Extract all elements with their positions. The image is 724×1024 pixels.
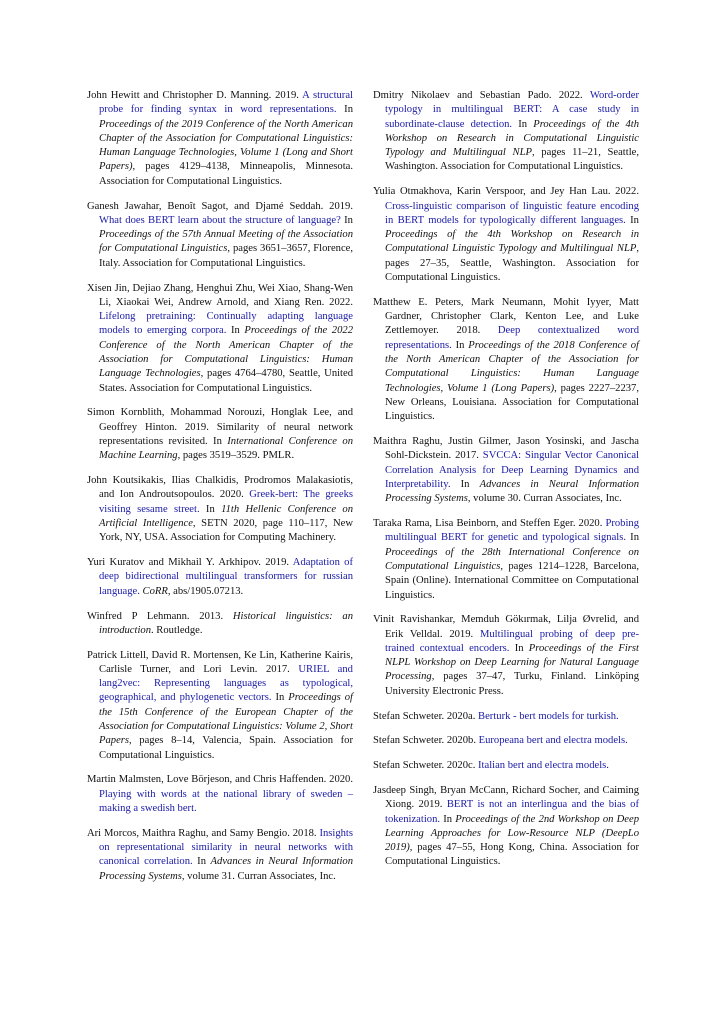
ref-authors: Vinit Ravishankar, Memduh Gökırmak, Lilja Øvrelid, and Erik Velldal. 2019. bbox=[373, 614, 639, 640]
reference-entry: Taraka Rama, Lisa Beinborn, and Steffen Eger. 2020. Probing multilingual BERT for genetic and typological signals. In Proceedings of the 28th International Conference on Computational Linguistics, pages 1214–1228, Barcelona, Spain (Online). International Committee on Computational Linguistics. bbox=[373, 518, 639, 601]
ref-title-link[interactable]: A structural probe for finding syntax in word representations. bbox=[99, 90, 353, 116]
ref-title-link[interactable]: Playing with words at the national library of sweden – making a swedish bert. bbox=[99, 788, 353, 815]
ref-title-link[interactable]: Italian bert and electra models. bbox=[478, 760, 609, 772]
ref-authors: Stefan Schweter. 2020a. bbox=[373, 710, 479, 722]
ref-title-link[interactable]: What does BERT learn about the structure of language? bbox=[99, 214, 341, 226]
reference-entry: Maithra Raghu, Justin Gilmer, Jason Yosinski, and Jascha Sohl-Dickstein. 2017. SVCCA: Singular Vector Canonical Correlation Analysis for Deep Learning Dynamics and Interpretability. In Advances in Neural Information Processing Systems, volume 30. Curran Associates, Inc. bbox=[373, 436, 639, 505]
ref-authors: Maithra Raghu, Justin Gilmer, Jason Yosinski, and Jascha Sohl-Dickstein. 2017. bbox=[373, 436, 639, 462]
reference-entry: Ganesh Jawahar, Benoît Sagot, and Djamé Seddah. 2019. What does BERT learn about the structure of language? In Proceedings of the 57th Annual Meeting of the Association for Computational Linguistics, pages 3651–3657, Florence, Italy. Association for Computational Linguistics. bbox=[87, 200, 353, 269]
reference-entry: Yulia Otmakhova, Karin Verspoor, and Jey Han Lau. 2022. Cross-linguistic comparison of linguistic feature encoding in BERT models for typologically different languages. In Proceedings of the 4th Workshop on Research in Computational Linguistic Typology and Multilingual NLP, pages 27–35, Seattle, Washington. Association for Computational Linguistics. bbox=[373, 186, 639, 284]
reference-entry: John Koutsikakis, Ilias Chalkidis, Prodromos Malakasiotis, and Ion Androutsopoulos. 2020. Greek-bert: The greeks visiting sesame street. In 11th Hellenic Conference on Artificial Intelligence, SETN 2020, page 110–117, New York, NY, USA. Association for Computing Machinery. bbox=[87, 475, 353, 544]
ref-title-link[interactable]: Multilingual probing of deep pre-trained contextual encoders. bbox=[385, 628, 639, 654]
ref-title-link[interactable]: URIEL and lang2vec: Representing languages as typological, geographical, and phylogenetic vectors. bbox=[99, 663, 353, 704]
ref-title-link[interactable]: BERT is not an interlingua and the bias of tokenization. bbox=[385, 799, 640, 825]
ref-venue: Proceedings of the 2019 Conference of the North American Chapter of the Association for Computational Linguistics: Human Language Technologies, Volume 1 (Long and Short Papers) bbox=[99, 118, 353, 173]
ref-venue: Proceedings of the 57th Annual Meeting of the Association for Computational Linguistics bbox=[99, 229, 353, 255]
ref-authors: Xisen Jin, Dejiao Zhang, Henghui Zhu, Wei Xiao, Shang-Wen Li, Xiaokai Wei, Andrew Arnold, and Xiang Ren. 2022. bbox=[87, 282, 353, 308]
ref-authors: Martin Malmsten, Love Börjeson, and Chris Haffenden. 2020. bbox=[87, 774, 353, 786]
ref-title-link[interactable]: Word-order typology in multilingual BERT: A case study in subordinate-clause detection. bbox=[385, 90, 639, 130]
ref-authors: Ganesh Jawahar, Benoît Sagot, and Djamé Seddah. 2019. bbox=[87, 200, 353, 212]
ref-authors: John Koutsikakis, Ilias Chalkidis, Prodromos Malakasiotis, and Ion Androutsopoulos. 2020. bbox=[87, 475, 353, 501]
ref-title-link[interactable]: Greek-bert: The greeks visiting sesame street. bbox=[99, 489, 353, 515]
reference-column-right bbox=[373, 89, 639, 880]
reference-entry bbox=[373, 759, 639, 773]
ref-title-link[interactable]: Deep contextualized word representations. bbox=[385, 325, 639, 351]
ref-authors: Yulia Otmakhova, Karin Verspoor, and Jey Han Lau. 2022. bbox=[373, 186, 639, 198]
ref-authors: Taraka Rama, Lisa Beinborn, and Steffen Eger. 2020. bbox=[373, 518, 606, 530]
ref-authors: Yuri Kuratov and Mikhail Y. Arkhipov. 2019. bbox=[87, 557, 293, 569]
reference-entry: Yuri Kuratov and Mikhail Y. Arkhipov. 2019. Adaptation of deep bidirectional multilingual transformers for russian language. CoRR, abs/1905.07213. bbox=[87, 557, 354, 597]
ref-authors: Simon Kornblith, Mohammad Norouzi, Honglak Lee, and Geoffrey Hinton. 2019. Similarity of neural network representations revisited. In bbox=[87, 407, 353, 448]
ref-title-link[interactable]: Lifelong pretraining: Continually adapting language models to emerging corpora. bbox=[99, 311, 353, 337]
ref-venue: Proceedings of the 28th International Conference on Computational Linguistics bbox=[385, 546, 639, 572]
ref-title-link[interactable]: Probing multilingual BERT for genetic and typological signals. bbox=[385, 518, 639, 544]
reference-entry: Xisen Jin, Dejiao Zhang, Henghui Zhu, Wei Xiao, Shang-Wen Li, Xiaokai Wei, Andrew Arnold, and Xiang Ren. 2022. Lifelong pretraining: Continually adapting language models to emerging corpora. In Proceedings of the 2022 Conference of the North American Chapter of the Association for Computational Linguistics: Human Language Technologies, pages 4764–4780, Seattle, United States. Association for Computational Linguistics. bbox=[87, 282, 353, 394]
ref-authors: Jasdeep Singh, Bryan McCann, Richard Socher, and Caiming Xiong. 2019. bbox=[373, 784, 639, 811]
ref-title-link[interactable]: Adaptation of deep bidirectional multilingual transformers for russian language. bbox=[99, 557, 354, 597]
reference-entry: Winfred P Lehmann. 2013. Historical linguistics: an introduction. Routledge. bbox=[87, 610, 353, 636]
ref-venue: 11th Hellenic Conference on Artificial Intelligence bbox=[99, 503, 353, 530]
ref-authors: Matthew E. Peters, Mark Neumann, Mohit Iyyer, Matt Gardner, Christopher Clark, Kenton Lee, and Luke Zettlemoyer. 2018. bbox=[373, 296, 639, 337]
reference-entry bbox=[87, 773, 353, 816]
ref-venue: CoRR bbox=[142, 585, 168, 597]
ref-venue: Proceedings of the 2022 Conference of the North American Chapter of the Association for Computational Linguistics: Human Language Technologies bbox=[99, 325, 353, 380]
ref-title-link[interactable]: Berturk - bert models for turkish. bbox=[478, 710, 619, 722]
ref-venue: Proceedings of the 15th Conference of the European Chapter of the Association for Computational Linguistics: Volume 2, Short Papers bbox=[99, 692, 353, 747]
ref-venue: Advances in Neural Information Processing Systems bbox=[385, 478, 639, 505]
ref-venue: Advances in Neural Information Processing Systems bbox=[99, 856, 354, 882]
ref-venue: Proceedings of the 2018 Conference of the North American Chapter of the Association for Computational Linguistics: Human Language Technologies, Volume 1 (Long Papers) bbox=[385, 339, 639, 394]
ref-title-link[interactable]: Insights on representational similarity in neural networks with canonical correlation. bbox=[99, 827, 353, 868]
reference-entry: Vinit Ravishankar, Memduh Gökırmak, Lilja Øvrelid, and Erik Velldal. 2019. Multilingual probing of deep pre-trained contextual encoders. In Proceedings of the First NLPL Workshop on Deep Learning for Natural Language Processing, pages 37–47, Turku, Finland. Linköping University Electronic Press. bbox=[373, 614, 639, 697]
ref-authors: Ari Morcos, Maithra Raghu, and Samy Bengio. 2018. bbox=[87, 827, 320, 839]
ref-venue: Proceedings of the 2nd Workshop on Deep Learning Approaches for Low-Resource NLP (DeepLo 2019) bbox=[385, 813, 639, 854]
reference-entry: Matthew E. Peters, Mark Neumann, Mohit Iyyer, Matt Gardner, Christopher Clark, Kenton Lee, and Luke Zettlemoyer. 2018. Deep contextualized word representations. In Proceedings of the 2018 Conference of the North American Chapter of the Association for Computational Linguistics: Human Language Technologies, Volume 1 (Long Papers), pages 2227–2237, New Orleans, Louisiana. Association for Computational Linguistics. bbox=[373, 296, 640, 423]
ref-title-link[interactable]: Europeana bert and electra models. bbox=[478, 735, 628, 747]
reference-entry: John Hewitt and Christopher D. Manning. 2019. A structural probe for finding syntax in word representations. In Proceedings of the 2019 Conference of the North American Chapter of the Association for Computational Linguistics: Human Language Technologies, Volume 1 (Long and Short Papers), pages 4129–4138, Minneapolis, Minnesota. Association for Computational Linguistics. bbox=[87, 90, 353, 187]
ref-venue: Proceedings of the First NLPL Workshop on Deep Learning for Natural Language Processing bbox=[385, 642, 639, 683]
reference-entry bbox=[373, 734, 639, 748]
ref-authors: Dmitry Nikolaev and Sebastian Pado. 2022. bbox=[373, 90, 590, 101]
ref-venue: Proceedings of the 4th Workshop on Research in Computational Linguistic Typology and Multilingual NLP bbox=[385, 229, 639, 255]
reference-entry: Jasdeep Singh, Bryan McCann, Richard Socher, and Caiming Xiong. 2019. BERT is not an interlingua and the bias of tokenization. In Proceedings of the 2nd Workshop on Deep Learning Approaches for Low-Resource NLP (DeepLo 2019), pages 47–55, Hong Kong, China. Association for Computational Linguistics. bbox=[373, 784, 640, 868]
reference-entry: Dmitry Nikolaev and Sebastian Pado. 2022. Word-order typology in multilingual BERT: A case study in subordinate-clause detection. In Proceedings of the 4th Workshop on Research in Computational Linguistic Typology and Multilingual NLP, pages 11–21, Seattle, Washington. Association for Computational Linguistics. bbox=[373, 90, 639, 173]
ref-authors: Winfred P Lehmann. 2013. bbox=[87, 610, 233, 622]
ref-authors: Stefan Schweter. 2020b. bbox=[373, 735, 479, 747]
reference-entry bbox=[373, 710, 639, 724]
ref-title-link[interactable]: Cross-linguistic comparison of linguistic feature encoding in BERT models for typologically different languages. bbox=[385, 200, 639, 226]
reference-entry: Ari Morcos, Maithra Raghu, and Samy Bengio. 2018. Insights on representational similarity in neural networks with canonical correlation. In Advances in Neural Information Processing Systems, volume 31. Curran Associates, Inc. bbox=[87, 827, 354, 882]
ref-title-link[interactable]: SVCCA: Singular Vector Canonical Correlation Analysis for Deep Learning Dynamics and Interpretability. bbox=[385, 450, 639, 490]
reference-column-left bbox=[87, 89, 353, 895]
reference-entry: Simon Kornblith, Mohammad Norouzi, Honglak Lee, and Geoffrey Hinton. 2019. Similarity of neural network representations revisited. In International Conference on Machine Learning, pages 3519–3529. PMLR. bbox=[87, 407, 353, 462]
ref-venue: Proceedings of the 4th Workshop on Research in Computational Linguistic Typology and Multilingual NLP bbox=[385, 118, 639, 159]
reference-entry: Patrick Littell, David R. Mortensen, Ke Lin, Katherine Kairis, Carlisle Turner, and Lori Levin. 2017. URIEL and lang2vec: Representing languages as typological, geographical, and phylogenetic vectors. In Proceedings of the 15th Conference of the European Chapter of the Association for Computational Linguistics: Volume 2, Short Papers, pages 8–14, Valencia, Spain. Association for Computational Linguistics. bbox=[87, 649, 353, 761]
ref-authors: Stefan Schweter. 2020c. bbox=[373, 760, 479, 772]
ref-authors: John Hewitt and Christopher D. Manning. 2019. bbox=[87, 90, 303, 101]
ref-venue: Historical linguistics: an introduction bbox=[99, 610, 353, 636]
ref-authors: Patrick Littell, David R. Mortensen, Ke Lin, Katherine Kairis, Carlisle Turner, and Lori Levin. 2017. bbox=[87, 649, 353, 675]
ref-venue: International Conference on Machine Learning bbox=[99, 436, 353, 462]
